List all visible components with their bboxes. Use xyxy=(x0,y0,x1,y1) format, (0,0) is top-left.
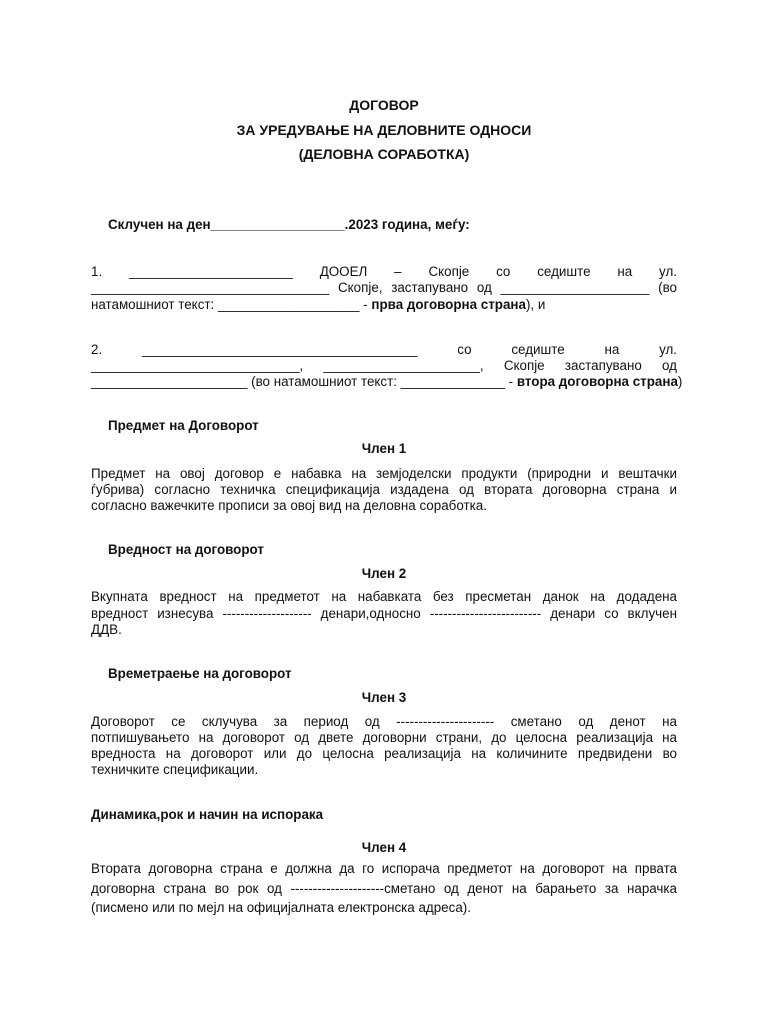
article-3-line-3: вредноста на договорот или до целосна реализација на количините предвидени во xyxy=(91,746,677,761)
party2-line-3 xyxy=(91,373,683,390)
section-heading-duration: Времетраење на договорот xyxy=(108,666,292,681)
party2-role: втора договорна страна xyxy=(516,374,678,389)
party1-line-2: ________________________________ Скопје, застапувано од ____________________ (во xyxy=(91,280,677,295)
article-1-line-1: Предмет на овој договор е набавка на земјоделски продукти (природни и вештачки xyxy=(91,466,677,481)
article-3-line-2: потпишувањето на договорот од двете договорни страни, до целосна реализација на xyxy=(91,730,677,745)
article-3-line-1: Договорот се склучува за период од ---------------------- сметано од денот на xyxy=(91,714,677,729)
article-4-line-2: договорна страна во рок од ---------------------сметано од денот на барањето за нарачка xyxy=(91,881,677,896)
article-4-line-3: (писмено или по мејл на официјалната електронска адреса). xyxy=(91,900,471,915)
article-2-line-3: ДДВ. xyxy=(91,622,122,637)
party1-line-3 xyxy=(91,296,677,313)
article-2-line-1: Вкупната вредност на предметот на набавката без пресметан данок на додадена xyxy=(91,589,677,604)
party2-line-3-suffix: ) xyxy=(677,374,683,389)
article-4-label: Член 4 xyxy=(361,840,407,855)
concluded-date-line: Склучен на ден__________________.2023 година, меѓу: xyxy=(108,217,470,232)
party2-line-2: ____________________________, _____________________, Скопје застапувано од xyxy=(91,358,677,373)
party1-role: прва договорна страна xyxy=(371,297,526,312)
document-subtitle: ЗА УРЕДУВАЊЕ НА ДЕЛОВНИТЕ ОДНОСИ xyxy=(236,122,532,138)
party1-line-3-prefix: натамошниот текст: ___________________ - xyxy=(91,297,372,312)
party1-line-3-suffix: ), и xyxy=(525,297,546,312)
article-2-label: Член 2 xyxy=(361,566,407,581)
article-2-line-2: вредност изнесува -------------------- денари,односно ------------------------- денари со вклучен xyxy=(91,606,677,621)
article-4-line-1: Втората договорна страна е должна да го испорача предметот на договорот на првата xyxy=(91,861,677,876)
document-title: ДОГОВОР xyxy=(349,97,419,113)
article-1-label: Член 1 xyxy=(361,441,407,456)
section-heading-delivery: Динамика,рок и начин на испорака xyxy=(91,807,324,822)
section-heading-subject: Предмет на Договорот xyxy=(108,418,259,433)
party2-line-1: 2. _____________________________________ со седиште на ул. xyxy=(91,342,677,357)
article-1-line-2: ѓубрива) согласно техничка спецификација издадена од втората договорна страна и xyxy=(91,482,677,497)
article-3-line-4: техничките спецификации. xyxy=(91,762,259,777)
article-3-label: Член 3 xyxy=(361,690,407,705)
document-subtitle-paren: (ДЕЛОВНА СОРАБОТКА) xyxy=(298,146,470,162)
party2-line-3-prefix: _____________________ (во натамошниот текст: ______________ - xyxy=(91,374,517,389)
section-heading-value: Вредност на договорот xyxy=(108,542,264,557)
party1-line-1: 1. ______________________ ДООЕЛ – Скопје со седиште на ул. xyxy=(91,264,677,279)
article-1-line-3: согласно важечките прописи за овој вид на деловна соработка. xyxy=(91,498,487,513)
